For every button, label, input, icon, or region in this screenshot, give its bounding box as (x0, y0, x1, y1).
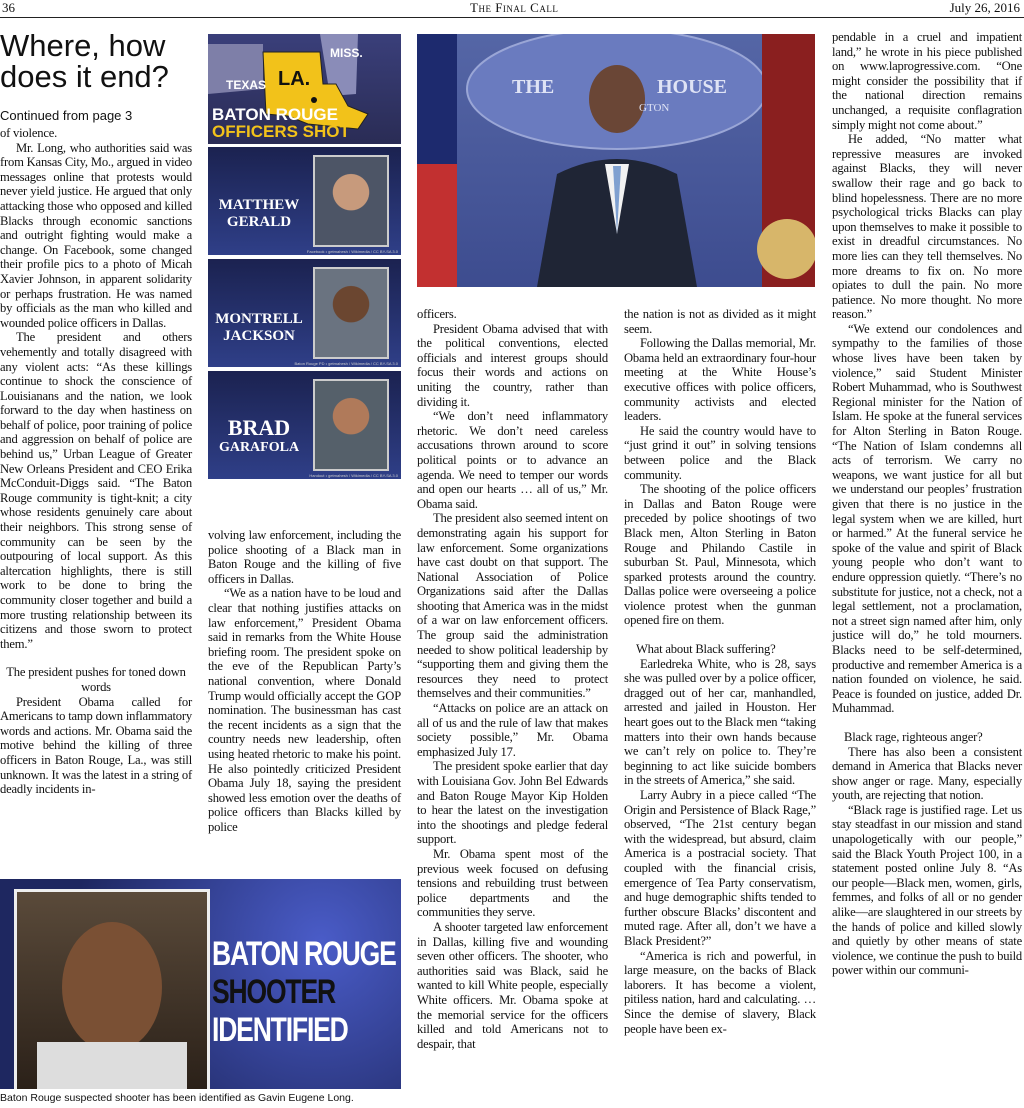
map-image (208, 34, 401, 144)
column-5 (832, 30, 1022, 978)
photo-credit: Facebook • getmahesh / Wikimedia / CC BY-SA 3.0 (306, 249, 398, 254)
officer-last-name: GARAFOLA (218, 440, 300, 455)
officer-panel-gerald (208, 147, 401, 255)
paragraph: pendable in a cruel and impatient land,” he wrote in his piece published on www.laprogressive.com. “One might consider the possibility that if the national direction remains unchanged, a requisite conflagration simply might not come about.” (832, 30, 1022, 132)
map-title-line2: OFFICERS SHOT (212, 122, 350, 141)
column-1 (0, 126, 192, 797)
officer-last-name: JACKSON (223, 328, 295, 344)
col1b-text (0, 695, 192, 797)
paragraph: President Obama advised that with the political conventions, elected officials and interest groups should focus their words and actions on uniting the country, rather than dividing it. (417, 321, 608, 409)
paragraph: Mr. Obama spent most of the previous week focused on defusing tensions and rebuilding trust between police departments and the communities they serve. (417, 846, 608, 920)
continued-from: Continued from page 3 (0, 108, 133, 123)
paragraph: Earledreka White, who is 28, says she was pulled over by a police officer, dragged out of her car, manhandled, arrested and jailed in Houston. Her heart goes out to the Black men “taking matters into their own hands because we can’t rely on police to. They’re beginning to act like suicide bombers in the streets of America,” she said. (624, 656, 816, 788)
column-4 (624, 307, 816, 1036)
briefing-room-scene (417, 34, 815, 287)
subhead-black-suffering: What about Black suffering? (636, 642, 776, 657)
map-label-miss: MISS. (330, 46, 363, 60)
officer-last-name: GERALD (226, 214, 292, 230)
shooter-headline: BATON ROUGE SHOOTER IDENTIFIED (212, 935, 396, 1049)
subhead-black-rage: Black rage, righteous anger? (844, 729, 983, 744)
paragraph: “We as a nation have to be loud and clear that nothing justifies attacks on law enforcement,” President Obama said in remarks from the White House briefing room. The president spoke on the eve of the Republican Party’s national convention, where Donald Trump would officially accept the GOP nomination. The businessman has cast the recent incidents as a sign that the country needs new leadership, often using heated rhetoric to make his point. He also pointedly criticized President Obama July 18, saying the president showed less emotion over the deaths of police officers than Blacks killed by police (208, 586, 401, 834)
col1-text (0, 126, 192, 651)
col5-text (832, 30, 1022, 716)
issue-date: July 26, 2016 (949, 0, 1020, 15)
shooter-photo (14, 889, 210, 1089)
shooter-image (0, 879, 401, 1089)
col4b-text (624, 657, 816, 1036)
officer-first-name: MONTRELL (215, 311, 303, 327)
paragraph: of violence. (0, 126, 58, 140)
paragraph: “America is rich and powerful, in large measure, on the backs of Black laborers. It has become a violent, pitiless nation, hard and calculating. … Since the demise of slavery, Black people have been ex- (624, 948, 816, 1036)
map-title-line1: BATON ROUGE (212, 105, 338, 124)
paragraph: the nation is not as divided as it might seem. (624, 307, 816, 336)
col3-text (417, 307, 608, 1051)
officer-photo (313, 267, 389, 359)
paragraph: Following the Dallas memorial, Mr. Obama held an extraordinary four-hour meeting at the White House’s executive offices with police officers, community activists and elected leaders. (624, 336, 816, 424)
officer-panel-garafola (208, 371, 401, 479)
paragraph: President Obama called for Americans to tamp down inflammatory words and actions. Mr. Obama said the motive behind the killing of three officers in Baton Rouge, La., was still unknown. It was the latest in a string of deadly incidents in- (0, 694, 192, 797)
paragraph: “We extend our condolences and sympathy to the families of those whose lives have been taken by violence,” said Student Minister Robert Muhammad, who is Southwest Regional minister for the Nation of Islam. He spoke at the funeral services for Alton Sterling in Baton Rouge. “The Nation of Islam condemns all acts of terrorism. We carry no weapons, we want justice for all but we understand our peoples’ frustration given that there is no justice in the legal system when we are killed, hurt or harmed.” At the funeral service he spoke of the value and spirit of Black young people who don’t want to endure oppression quietly. “There’s no substitute for justice, not a check, not a legal settlement, not a proclamation, not a street sign named after him, only justice will do,” he told mourners. Blacks need to be self-determined, productive and remember America is a nation founded on violence, he said. Peace is founded on justice, added Dr. Muhammad. (832, 321, 1022, 716)
paragraph: Larry Aubry in a piece called “The Origin and Persistence of Black Rage,” observed, “The 21st century began with the widespread, but absurd, claim America is a postracial society. That coupled with the financial crisis, emergence of Tea Party conservatism, and huge demographic shifts tended to further obscure Blacks’ discontent and muted rage. After all, don’t we have a Black President?” (624, 788, 816, 948)
officer-photo (313, 379, 389, 471)
map-label-la: LA. (278, 68, 311, 90)
photo-credit: Handout • getmahesh / Wikimedia / CC BY-SA 3.0 (309, 473, 398, 478)
paragraph: The president spoke earlier that day with Louisiana Gov. John Bel Edwards and Baton Rouge Mayor Kip Holden to hear the latest on the investigation into the shootings and pledge federal support. (417, 759, 608, 847)
paragraph: The president also seemed intent on demonstrating again his support for law enforcement. Some organizations have cast doubt on that support. The National Association of Police Organizations said after the Dallas shooting that America was in the midst of a war on law enforcement officers. The group said the administration needed to show political leadership by “supporting them and giving them the resources they need to protect themselves and their communities.” (417, 511, 608, 701)
wall-text-right: HOUSE (657, 76, 728, 98)
publication-name: The Final Call (470, 0, 559, 15)
paragraph: Mr. Long, who authorities said was from Kansas City, Mo., argued in video messages online that protests would never yield justice. He argued that only attacking those who opposed and killed Blacks through economic sanctions and outright fighting would make a change. On Facebook, some changed their profile pics to a photo of Micah Xavier Johnson, in apparent solidarity or perhaps frustration. He was named by officials as the man who killed and wounded police officers in Dallas. (0, 140, 192, 330)
paragraph: He added, “No matter what repressive measures are invoked against Blacks, they will never swallow their rage and go back to blind hopelessness. There are no more psychological tricks Blacks can play upon themselves to make it possible to exist in dreadful circumstances. No more lies can they tell themselves. No more dreams to fix on. No more opiates to dull the pain. No more patience. No more thought. No more reason.” (832, 132, 1022, 322)
col4-text (624, 307, 816, 628)
wall-text-left: THE (512, 76, 555, 98)
paragraph: A shooter targeted law enforcement in Dallas, killing five and wounding seven other officers. The shooter, who authorities said was Black, said he wanted to kill White people, especially White officers. Mr. Obama spoke at the memorial service for the officers killed and told Americans not to despair, that (417, 919, 608, 1051)
obama-photo (417, 34, 815, 287)
officer-first-name: BRAD (227, 415, 291, 440)
paragraph: The shooting of the police officers in Dallas and Baton Rouge were preceded by police shootings of two Black men, Alton Sterling in Baton Rouge and Philando Castile in suburban St. Paul, Minnesota, which sparked protests around the country. Dallas police were overseeing a police violence protest when the gunman opened fire on them. (624, 482, 816, 628)
paragraph: “Attacks on police are an attack on all of us and the rule of law that makes society possible,” Mr. Obama emphasized July 17. (417, 701, 608, 759)
officer-panel-jackson (208, 259, 401, 367)
paragraph: officers. (417, 307, 457, 321)
subhead-president-pushes: The president pushes for toned down words (6, 665, 186, 694)
col2-text (208, 528, 401, 834)
photo-credit: Baton Rouge PD • getmahesh / Wikimedia / CC BY-SA 3.0 (294, 361, 398, 366)
officer-first-name: MATTHEW (218, 197, 300, 213)
col5b-text (832, 745, 1022, 979)
paragraph: “Black rage is justified rage. Let us stay steadfast in our mission and stand unapologetically with our people,” said the Black Youth Project 100, in a statement posted online July 8. “As our people—Black men, women, girls, femmes, and folks of all or no gender alike—are slaughtered in our streets by the hands of police and killed slowly and quietly by other means of state violence, we continue the push to build power within our communi- (832, 802, 1022, 978)
map-label-texas: TEXAS (226, 78, 267, 92)
page-header (0, 0, 1024, 18)
page-number: 36 (2, 0, 15, 15)
shooter-caption: Baton Rouge suspected shooter has been identified as Gavin Eugene Long. (0, 1092, 354, 1104)
wall-text-sub: GTON (639, 102, 670, 114)
column-3 (417, 307, 608, 1051)
article-headline: Where, how does it end? (0, 28, 169, 94)
officer-photo (313, 155, 389, 247)
paragraph: volving law enforcement, including the police shooting of a Black man in Baton Rouge and the killing of five officers in Dallas. (208, 528, 401, 586)
paragraph: There has also been a consistent demand in America that Blacks never show anger or rage. Many, especially youth, are rejecting that notion. (832, 744, 1022, 803)
paragraph: The president and others vehemently and totally disagreed with any violent acts: “As these killings continue to shock the conscience of Louisianans and the nation, we look forward to the day when hastiness on behalf of police, poor training of police and aggression on behalf of police are behind us,” Urban League of Greater New Orleans President and CEO Erika McConduit-Diggs said. “The Baton Rouge community is tight-knit; a city whose residents genuinely care about their neighbors. This strong sense of community can be seen by the outpouring of local support. As this altercation highlights, there is still work to be done to bring the community closer together and build a more trusting relationship between its citizens and those sworn to protect them.” (0, 330, 192, 651)
paragraph: “We don’t need inflammatory rhetoric. We don’t need careless accusations thrown around to score political points or to advance an agenda. We need to temper our words and open our hearts … all of us,” Mr. Obama said. (417, 409, 608, 511)
paragraph: He said the country would have to “just grind it out” in solving tensions between police and the Black community. (624, 423, 816, 482)
column-2 (208, 528, 401, 834)
